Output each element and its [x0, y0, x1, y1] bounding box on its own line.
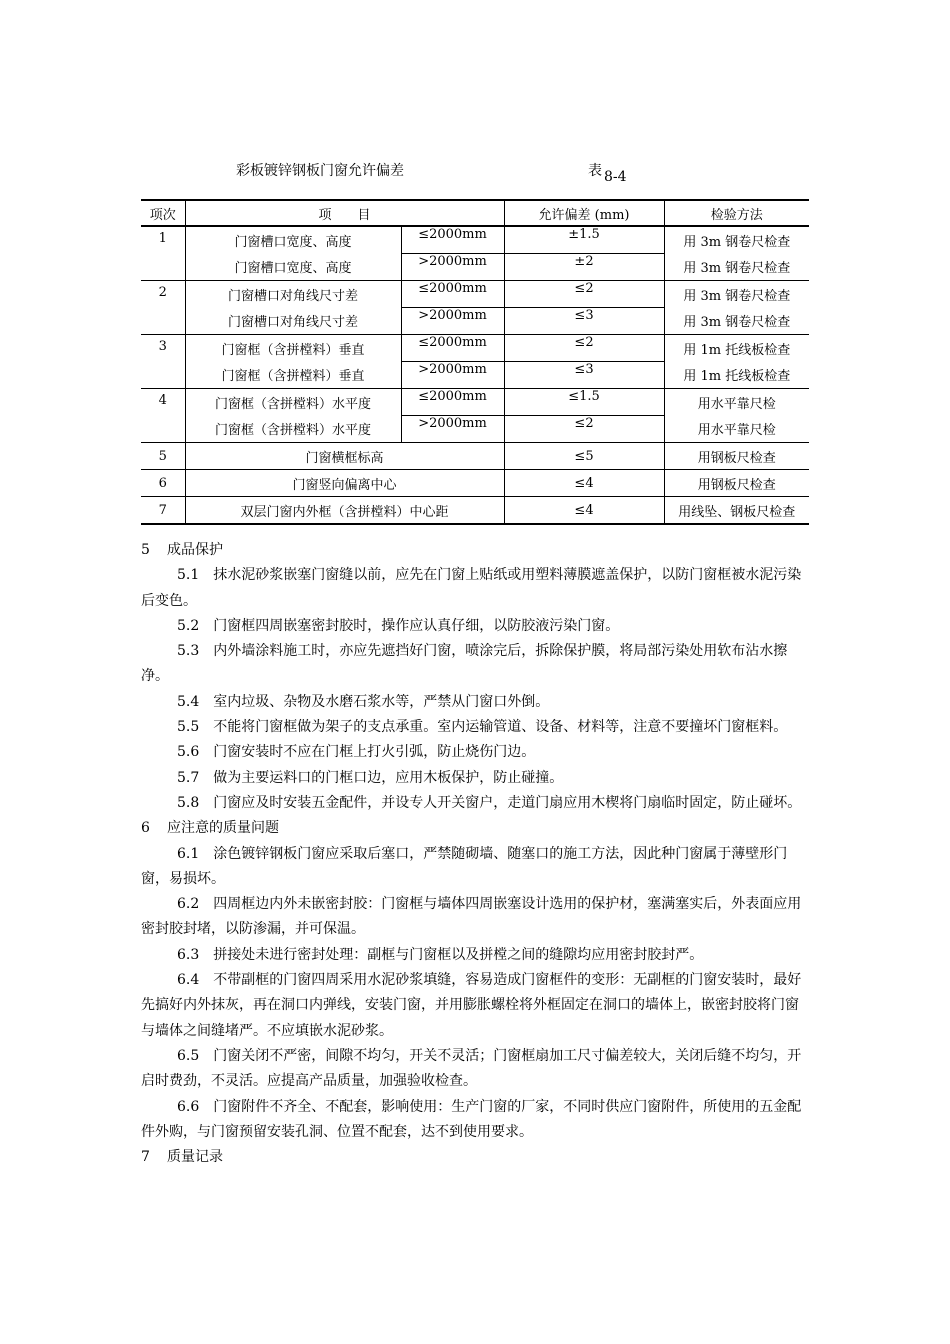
row-method: 用水平靠尺检 [664, 416, 809, 443]
row-item: 门窗槽口对角线尺寸差 [185, 308, 401, 335]
table-row [141, 470, 809, 497]
heading-number: 5 [141, 542, 150, 558]
header-cell: 允许偏差 (mm) [504, 200, 664, 226]
paragraph-text: 不能将门窗框做为架子的支点承重。室内运输管道、设备、材料等，注意不要撞坏门窗框料。 [213, 719, 788, 736]
row-tolerance: ≤2 [504, 281, 664, 308]
row-method: 用钢板尺检查 [664, 443, 809, 470]
table-row [141, 416, 809, 443]
row-tolerance: ≤5 [504, 443, 664, 470]
section-heading [141, 538, 809, 563]
table-row [141, 226, 809, 254]
row-number: 7 [141, 497, 185, 525]
row-item: 门窗框（含拼樘料）水平度 [185, 389, 401, 416]
row-tolerance: ≤2 [504, 335, 664, 362]
table-row [141, 308, 809, 335]
table-label [588, 160, 627, 185]
paragraph-text: 抹水泥砂浆嵌塞门窗缝以前，应先在门窗上贴纸或用塑料薄膜遮盖保护，以防门窗框被水泥污染后变色。 [141, 567, 802, 609]
paragraph [141, 1044, 809, 1095]
row-method: 用水平靠尺检 [664, 389, 809, 416]
header-cell: 检验方法 [664, 200, 809, 226]
row-condition: >2000mm [401, 254, 504, 281]
row-item: 门窗竖向偏离中心 [185, 470, 504, 497]
paragraph-number: 6.1 [177, 845, 200, 862]
row-tolerance: ±1.5 [504, 226, 664, 254]
row-number: 1 [141, 226, 185, 281]
row-number: 4 [141, 389, 185, 443]
paragraph-number: 6.3 [177, 946, 200, 963]
paragraph-number: 5.7 [177, 769, 200, 786]
paragraph [141, 690, 809, 715]
body-text [141, 538, 809, 1170]
paragraph-number: 6.2 [177, 896, 200, 913]
row-method: 用线坠、钢板尺检查 [664, 497, 809, 525]
paragraph-number: 5.4 [177, 693, 200, 710]
row-method: 用 3m 钢卷尺检查 [664, 281, 809, 308]
section-heading [141, 816, 809, 841]
row-method: 用 3m 钢卷尺检查 [664, 308, 809, 335]
row-number: 5 [141, 443, 185, 470]
paragraph-text: 门窗应及时安装五金配件，并设专人开关窗户，走道门扇应用木楔将门扇临时固定，防止碰坏。 [213, 794, 802, 811]
row-condition: ≤2000mm [401, 389, 504, 416]
paragraph [141, 842, 809, 893]
heading-number: 7 [141, 1149, 150, 1166]
row-tolerance: ≤3 [504, 362, 664, 389]
paragraph-text: 拼接处未进行密封处理：副框与门窗框以及拼樘之间的缝隙均应用密封胶封严。 [213, 946, 704, 963]
row-condition: >2000mm [401, 416, 504, 443]
table-row [141, 362, 809, 389]
paragraph-text: 室内垃圾、杂物及水磨石浆水等，严禁从门窗口外倒。 [213, 693, 550, 710]
row-number: 6 [141, 470, 185, 497]
row-item: 门窗槽口宽度、高度 [185, 254, 401, 281]
table-row [141, 389, 809, 416]
paragraph [141, 892, 809, 943]
row-tolerance: ≤1.5 [504, 389, 664, 416]
row-method: 用 1m 托线板检查 [664, 335, 809, 362]
heading-number: 6 [141, 820, 150, 837]
paragraph-text: 不带副框的门窗四周采用水泥砂浆填缝，容易造成门窗框件的变形：无副框的门窗安装时，最好先搞好内外抹灰，再在洞口内弹线，安装门窗，并用膨胀螺栓将外框固定在洞口的墙体上，嵌密封胶将门窗与墙体之间缝堵严。不应填嵌水泥砂浆。 [141, 972, 802, 1039]
table-row [141, 497, 809, 525]
paragraph-text: 门窗安装时不应在门框上打火引弧，防止烧伤门边。 [213, 744, 536, 761]
paragraph-number: 5.3 [177, 643, 200, 660]
row-item: 门窗槽口宽度、高度 [185, 226, 401, 254]
row-condition: >2000mm [401, 308, 504, 335]
row-tolerance: ±2 [504, 254, 664, 281]
row-tolerance: ≤4 [504, 470, 664, 497]
row-item: 门窗框（含拼樘料）水平度 [185, 416, 401, 443]
row-item: 双层门窗内外框（含拼樘料）中心距 [185, 497, 504, 525]
row-condition: >2000mm [401, 362, 504, 389]
tolerance-table [141, 199, 809, 525]
paragraph [141, 740, 809, 765]
paragraph [141, 968, 809, 1044]
row-item: 门窗横框标高 [185, 443, 504, 470]
paragraph-number: 5.1 [177, 567, 200, 584]
paragraph [141, 791, 809, 816]
table-row [141, 254, 809, 281]
paragraph-number: 5.8 [177, 794, 200, 811]
row-condition: ≤2000mm [401, 281, 504, 308]
row-method: 用 3m 钢卷尺检查 [664, 254, 809, 281]
row-item: 门窗框（含拼樘料）垂直 [185, 335, 401, 362]
row-method: 用 3m 钢卷尺检查 [664, 226, 809, 254]
heading-text: 成品保护 [167, 542, 223, 558]
row-method: 用 1m 托线板检查 [664, 362, 809, 389]
paragraph-text: 内外墙涂料施工时，亦应先遮挡好门窗，喷涂完后，拆除保护膜，将局部污染处用软布沾水擦净。 [141, 643, 788, 685]
table-row [141, 281, 809, 308]
table-label-prefix: 表 [588, 163, 602, 179]
paragraph-text: 门窗框四周嵌塞密封胶时，操作应认真仔细，以防胶液污染门窗。 [213, 617, 620, 634]
paragraph-text: 做为主要运料口的门框口边，应用木板保护，防止碰撞。 [213, 769, 564, 786]
table-title: 彩板镀锌钢板门窗允许偏差 [236, 163, 404, 179]
paragraph [141, 1095, 809, 1146]
paragraph-text: 四周框边内外未嵌密封胶：门窗框与墙体四周嵌塞设计选用的保护材，塞满塞实后，外表面应用密封胶封堵，以防渗漏，并可保温。 [141, 896, 802, 938]
table-header-row [141, 200, 809, 226]
paragraph [141, 943, 809, 968]
row-method: 用钢板尺检查 [664, 470, 809, 497]
table-row [141, 335, 809, 362]
paragraph [141, 715, 809, 740]
paragraph-number: 5.5 [177, 719, 200, 736]
paragraph [141, 639, 809, 690]
paragraph-number: 6.6 [177, 1098, 200, 1115]
paragraph-number: 5.2 [177, 617, 200, 634]
heading-text: 质量记录 [167, 1149, 223, 1166]
paragraph-number: 6.4 [177, 972, 200, 989]
row-number: 3 [141, 335, 185, 389]
paragraph [141, 614, 809, 639]
row-number: 2 [141, 281, 185, 335]
row-item: 门窗框（含拼樘料）垂直 [185, 362, 401, 389]
paragraph-text: 涂色镀锌钢板门窗应采取后塞口，严禁随砌墙、随塞口的施工方法，因此种门窗属于薄壁形门窗，易损坏。 [141, 845, 788, 887]
section-heading [141, 1145, 809, 1170]
paragraph-text: 门窗关闭不严密，间隙不均匀，开关不灵活；门窗框扇加工尺寸偏差较大，关闭后缝不均匀，开启时费劲，不灵活。应提高产品质量，加强验收检查。 [141, 1047, 802, 1090]
header-cell: 项 目 [185, 200, 504, 226]
paragraph-number: 5.6 [177, 744, 200, 761]
row-condition: ≤2000mm [401, 226, 504, 254]
paragraph [141, 766, 809, 791]
paragraph-number: 6.5 [177, 1047, 200, 1064]
paragraph-text: 门窗附件不齐全、不配套，影响使用：生产门窗的厂家，不同时供应门窗附件，所使用的五金配件外购，与门窗预留安装孔洞、位置不配套，达不到使用要求。 [141, 1098, 802, 1140]
header-cell: 项次 [141, 200, 185, 226]
row-tolerance: ≤3 [504, 308, 664, 335]
row-tolerance: ≤2 [504, 416, 664, 443]
table-row [141, 443, 809, 470]
heading-text: 应注意的质量问题 [167, 820, 279, 837]
row-condition: ≤2000mm [401, 335, 504, 362]
table-label-number: 8-4 [604, 169, 627, 185]
paragraph [141, 563, 809, 614]
row-tolerance: ≤4 [504, 497, 664, 525]
row-item: 门窗槽口对角线尺寸差 [185, 281, 401, 308]
